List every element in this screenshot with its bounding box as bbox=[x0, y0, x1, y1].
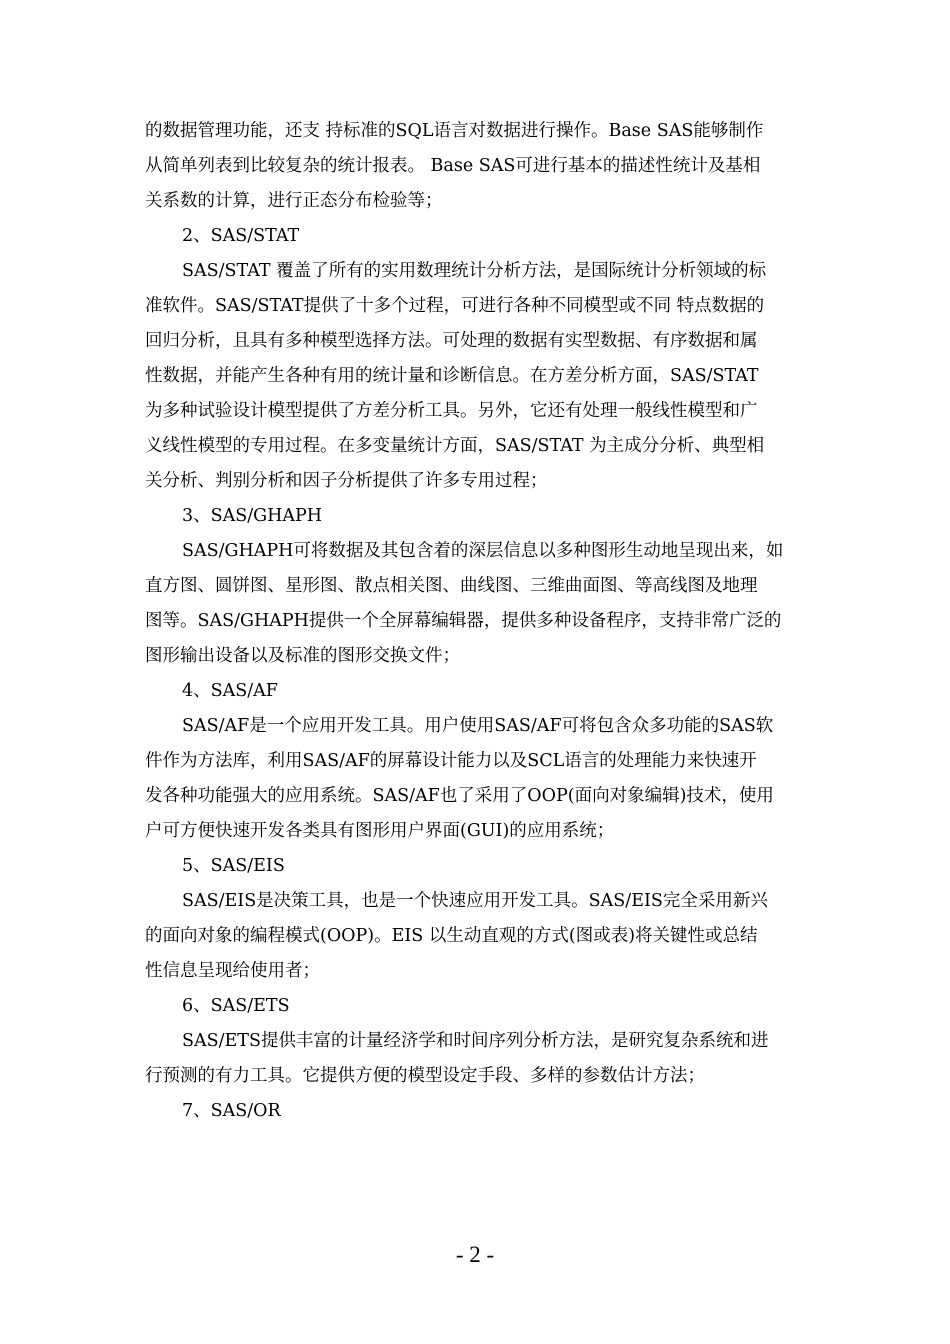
text-line: 性信息呈现给使用者； bbox=[145, 961, 320, 981]
text-line: 准软件。SAS/STAT提供了十多个过程，可进行各种不同模型或不同 特点数据的 bbox=[145, 296, 765, 316]
text-line: 义线性模型的专用过程。在多变量统计方面，SAS/STAT 为主成分分析、典型相 bbox=[145, 436, 765, 456]
text-line: 5、SAS/EIS bbox=[182, 856, 285, 876]
text-line: 为多种试验设计模型提供了方差分析工具。另外，它还有处理一般线性模型和广 bbox=[145, 401, 758, 421]
text-line: SAS/GHAPH可将数据及其包含着的深层信息以多种图形生动地呈现出来，如 bbox=[182, 541, 784, 561]
text-line: SAS/ETS提供丰富的计量经济学和时间序列分析方法，是研究复杂系统和进 bbox=[182, 1031, 769, 1051]
text-line: 3、SAS/GHAPH bbox=[182, 506, 323, 526]
text-line: 发各种功能强大的应用系统。SAS/AF也了采用了OOP(面向对象编辑)技术，使用 bbox=[145, 786, 774, 806]
text-line: SAS/STAT 覆盖了所有的实用数理统计分析方法，是国际统计分析领域的标 bbox=[182, 261, 767, 281]
text-line: 2、SAS/STAT bbox=[182, 226, 300, 246]
text-line: 直方图、圆饼图、星形图、散点相关图、曲线图、三维曲面图、等高线图及地理 bbox=[145, 576, 758, 596]
text-line: 4、SAS/AF bbox=[182, 681, 278, 701]
text-line: 的面向对象的编程模式(OOP)。EIS 以生动直观的方式(图或表)将关键性或总结 bbox=[145, 926, 758, 946]
document-body bbox=[145, 114, 813, 1129]
page-number: - 2 - bbox=[455, 1242, 495, 1267]
text-line: 户可方便快速开发各类具有图形用户界面(GUI)的应用系统； bbox=[145, 821, 615, 841]
text-line: 从简单列表到比较复杂的统计报表。 Base SAS可进行基本的描述性统计及基相 bbox=[145, 156, 761, 176]
text-line: 件作为方法库，利用SAS/AF的屏幕设计能力以及SCL语言的处理能力来快速开 bbox=[145, 751, 757, 771]
text-line: 图形输出设备以及标准的图形交换文件； bbox=[145, 646, 460, 666]
text-line: 性数据，并能产生各种有用的统计量和诊断信息。在方差分析方面，SAS/STAT bbox=[145, 366, 759, 386]
text-line: 7、SAS/OR bbox=[182, 1101, 281, 1121]
text-line: SAS/AF是一个应用开发工具。用户使用SAS/AF可将包含众多功能的SAS软 bbox=[182, 716, 774, 736]
text-line: 6、SAS/ETS bbox=[182, 996, 290, 1016]
text-line: 关分析、判别分析和因子分析提供了许多专用过程； bbox=[145, 471, 548, 491]
text-line: 回归分析，且具有多种模型选择方法。可处理的数据有实型数据、有序数据和属 bbox=[145, 331, 758, 351]
text-line: SAS/EIS是决策工具，也是一个快速应用开发工具。SAS/EIS完全采用新兴 bbox=[182, 891, 768, 911]
text-line: 的数据管理功能，还支 持标准的SQL语言对数据进行操作。Base SAS能够制作 bbox=[145, 121, 764, 141]
text-line: 关系数的计算，进行正态分布检验等； bbox=[145, 191, 443, 211]
text-line: 行预测的有力工具。它提供方便的模型设定手段、多样的参数估计方法； bbox=[145, 1066, 705, 1086]
text-line: 图等。SAS/GHAPH提供一个全屏幕编辑器，提供多种设备程序，支持非常广泛的 bbox=[145, 611, 782, 631]
